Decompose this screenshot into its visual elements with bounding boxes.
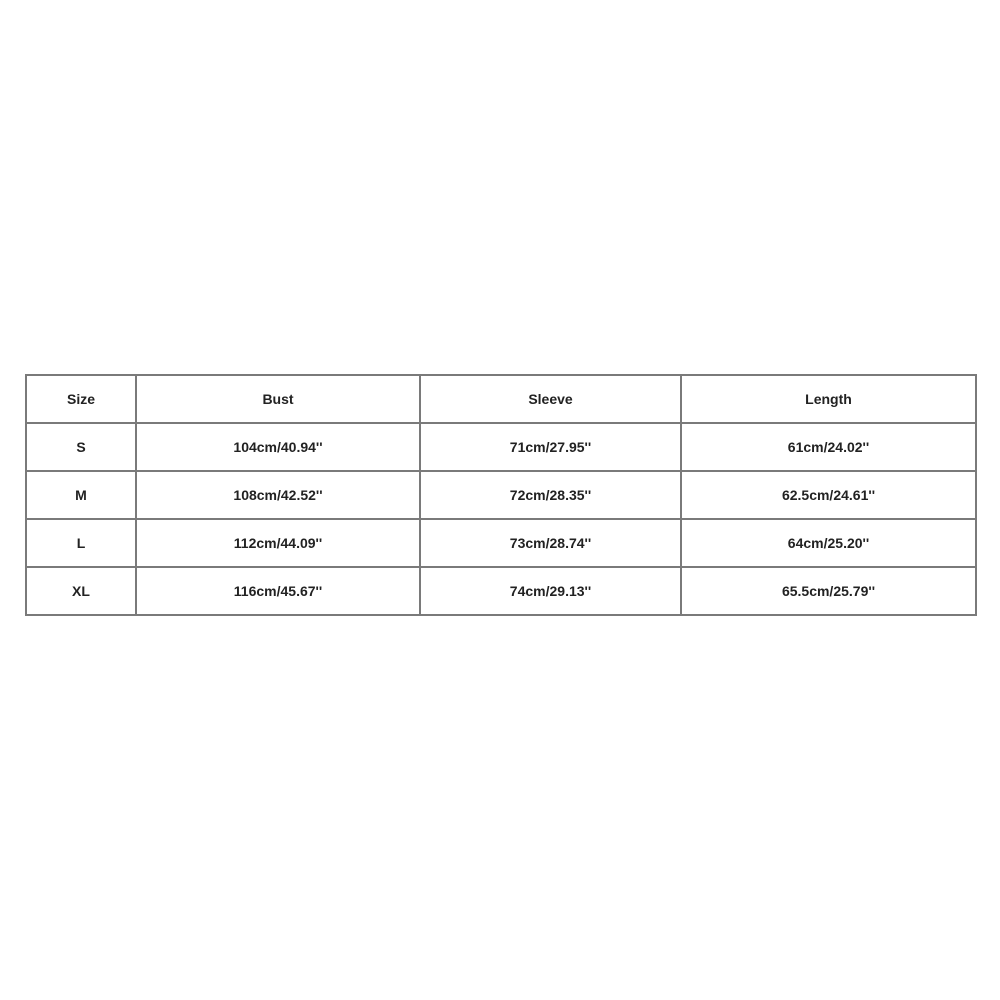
header-bust: Bust (136, 375, 420, 423)
header-length: Length (681, 375, 976, 423)
cell-bust: 112cm/44.09'' (136, 519, 420, 567)
cell-length: 64cm/25.20'' (681, 519, 976, 567)
cell-sleeve: 73cm/28.74'' (420, 519, 681, 567)
cell-length: 62.5cm/24.61'' (681, 471, 976, 519)
cell-sleeve: 72cm/28.35'' (420, 471, 681, 519)
cell-length: 65.5cm/25.79'' (681, 567, 976, 615)
header-size: Size (26, 375, 136, 423)
table-row (26, 567, 976, 615)
header-sleeve: Sleeve (420, 375, 681, 423)
cell-size: XL (26, 567, 136, 615)
cell-size: S (26, 423, 136, 471)
cell-bust: 104cm/40.94'' (136, 423, 420, 471)
table-row (26, 519, 976, 567)
size-chart-table (25, 374, 977, 616)
cell-length: 61cm/24.02'' (681, 423, 976, 471)
cell-sleeve: 71cm/27.95'' (420, 423, 681, 471)
cell-size: M (26, 471, 136, 519)
table-row (26, 423, 976, 471)
table-header-row (26, 375, 976, 423)
table-row (26, 471, 976, 519)
cell-bust: 116cm/45.67'' (136, 567, 420, 615)
cell-sleeve: 74cm/29.13'' (420, 567, 681, 615)
cell-bust: 108cm/42.52'' (136, 471, 420, 519)
cell-size: L (26, 519, 136, 567)
